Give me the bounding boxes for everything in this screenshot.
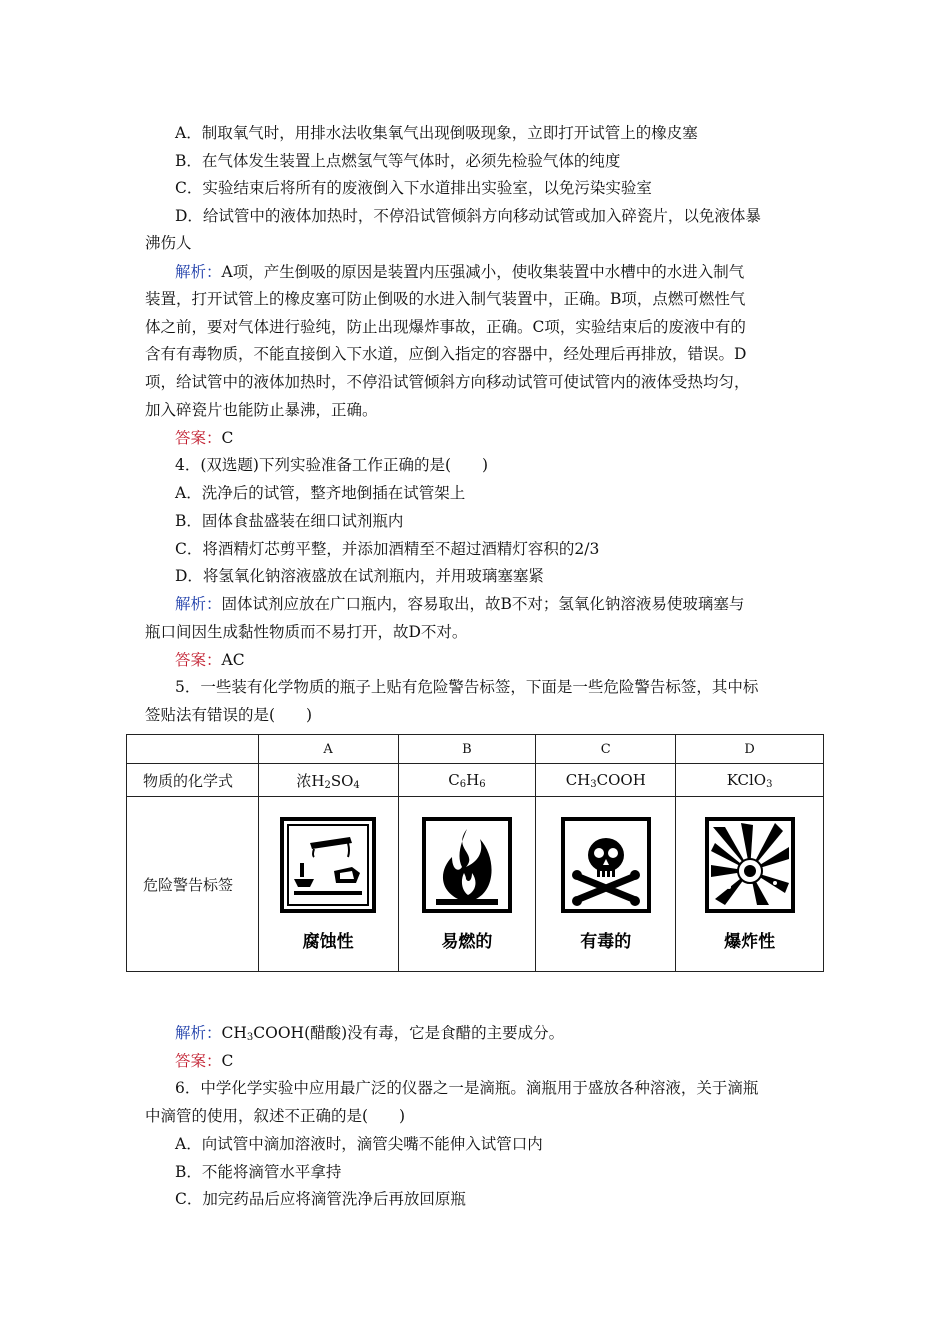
column-header: A <box>258 735 398 764</box>
q5-answer <box>175 1051 233 1071</box>
q3-option-d-line2: 沸伤人 <box>145 234 192 252</box>
formula-cell-c: $CH_3COOH$ <box>536 764 676 797</box>
q3-analysis-line4: 含有有毒物质，不能直接倒入下水道，应倒入指定的容器中，经处理后再排放，错误。D <box>145 345 747 363</box>
sign-caption: 有毒的 <box>580 931 632 952</box>
analysis-text: A项，产生倒吸的原因是装置内压强减小，使收集装置中水槽中的水进入制气 <box>221 263 745 281</box>
column-header: B <box>398 735 536 764</box>
q4-answer <box>175 650 245 670</box>
q3-analysis-line5: 项，给试管中的液体加热时，不停沿试管倾斜方向移动试管可使试管内的液体受热均匀， <box>145 373 750 391</box>
q3-analysis-line1 <box>175 262 744 282</box>
q4-option-b: B．固体食盐盛装在细口试剂瓶内 <box>175 512 404 530</box>
q6-stem-line1: 6．中学化学实验中应用最广泛的仪器之一是滴瓶。滴瓶用于盛放各种溶液，关于滴瓶 <box>175 1079 759 1097</box>
answer-value: C <box>221 1052 234 1070</box>
sign-cell-b <box>398 797 536 972</box>
formula-cell-b: $C_6H_6$ <box>398 764 536 797</box>
table-corner-cell <box>127 735 259 764</box>
flammable-icon <box>422 817 512 913</box>
q6-option-b: B．不能将滴管水平拿持 <box>175 1163 342 1181</box>
formula-cell-d: KClO$_3$ <box>676 764 824 797</box>
sign-cell-d <box>676 797 824 972</box>
answer-label: 答案： <box>175 1052 222 1070</box>
q4-analysis-line1 <box>175 594 744 614</box>
q6-option-c: C．加完药品后应将滴管洗净后再放回原瓶 <box>175 1190 466 1208</box>
q3-analysis-line6: 加入碎瓷片也能防止暴沸，正确。 <box>145 401 378 419</box>
sign-cell-a <box>258 797 398 972</box>
sign-caption: 爆炸性 <box>724 931 776 952</box>
hazard-label-table <box>126 734 824 972</box>
column-header: C <box>536 735 676 764</box>
q3-answer <box>175 428 233 448</box>
analysis-label: 解析： <box>175 263 222 281</box>
q5-analysis: 解析：$CH_3COOH$(醋酸)没有毒，它是食醋的主要成分。 <box>175 1024 565 1043</box>
warning-sign-row <box>127 797 824 972</box>
q3-analysis-line3: 体之前，要对气体进行验纯，防止出现爆炸事故，正确。C项，实验结束后的废液中有的 <box>145 318 746 336</box>
toxic-icon <box>561 817 651 913</box>
analysis-text: 固体试剂应放在广口瓶内，容易取出，故B不对；氢氧化钠溶液易使玻璃塞与 <box>221 595 745 613</box>
explosive-icon <box>705 817 795 913</box>
q6-option-a: A．向试管中滴加溶液时，滴管尖嘴不能伸入试管口内 <box>175 1135 543 1153</box>
q3-option-d-line1: D．给试管中的液体加热时，不停沿试管倾斜方向移动试管或加入碎瓷片，以免液体暴 <box>175 207 761 225</box>
answer-value: C <box>221 429 234 447</box>
q3-option-a: A．制取氧气时，用排水法收集氧气出现倒吸现象，立即打开试管上的橡皮塞 <box>175 124 698 142</box>
answer-value: AC <box>221 651 245 669</box>
q4-option-c: C．将酒精灯芯剪平整，并添加酒精至不超过酒精灯容积的2/3 <box>175 540 600 558</box>
row-label-sign: 危险警告标签 <box>127 797 259 972</box>
q4-option-a: A．洗净后的试管，整齐地倒插在试管架上 <box>175 484 466 502</box>
q3-option-c: C．实验结束后将所有的废液倒入下水道排出实验室，以免污染实验室 <box>175 179 652 197</box>
table-header-row <box>127 735 824 764</box>
column-header: D <box>676 735 824 764</box>
sign-caption: 易燃的 <box>441 931 493 952</box>
q4-stem: 4．(双选题)下列实验准备工作正确的是( ) <box>175 456 489 474</box>
q4-analysis-line2: 瓶口间因生成黏性物质而不易打开，故D不对。 <box>145 623 468 641</box>
formula-cell-a: 浓$H_2SO_4$ <box>258 764 398 797</box>
q3-analysis-line2: 装置，打开试管上的橡皮塞可防止倒吸的水进入制气装置中，正确。B项，点燃可燃性气 <box>145 290 746 308</box>
q4-option-d: D．将氢氧化钠溶液盛放在试剂瓶内，并用玻璃塞塞紧 <box>175 567 544 585</box>
sign-cell-c <box>536 797 676 972</box>
answer-label: 答案： <box>175 651 222 669</box>
sign-caption: 腐蚀性 <box>302 931 354 952</box>
row-label-formula: 物质的化学式 <box>127 764 259 797</box>
q5-stem-line1: 5．一些装有化学物质的瓶子上贴有危险警告标签，下面是一些危险警告标签，其中标 <box>175 678 759 696</box>
q6-stem-line2: 中滴管的使用，叙述不正确的是( ) <box>145 1107 406 1125</box>
formula-row <box>127 764 824 797</box>
corrosive-icon <box>280 817 376 913</box>
q3-option-b: B．在气体发生装置上点燃氢气等气体时，必须先检验气体的纯度 <box>175 152 621 170</box>
analysis-label: 解析： <box>175 595 222 613</box>
q5-stem-line2: 签贴法有错误的是( ) <box>145 706 313 724</box>
answer-label: 答案： <box>175 429 222 447</box>
analysis-label: 解析： <box>175 1024 222 1042</box>
